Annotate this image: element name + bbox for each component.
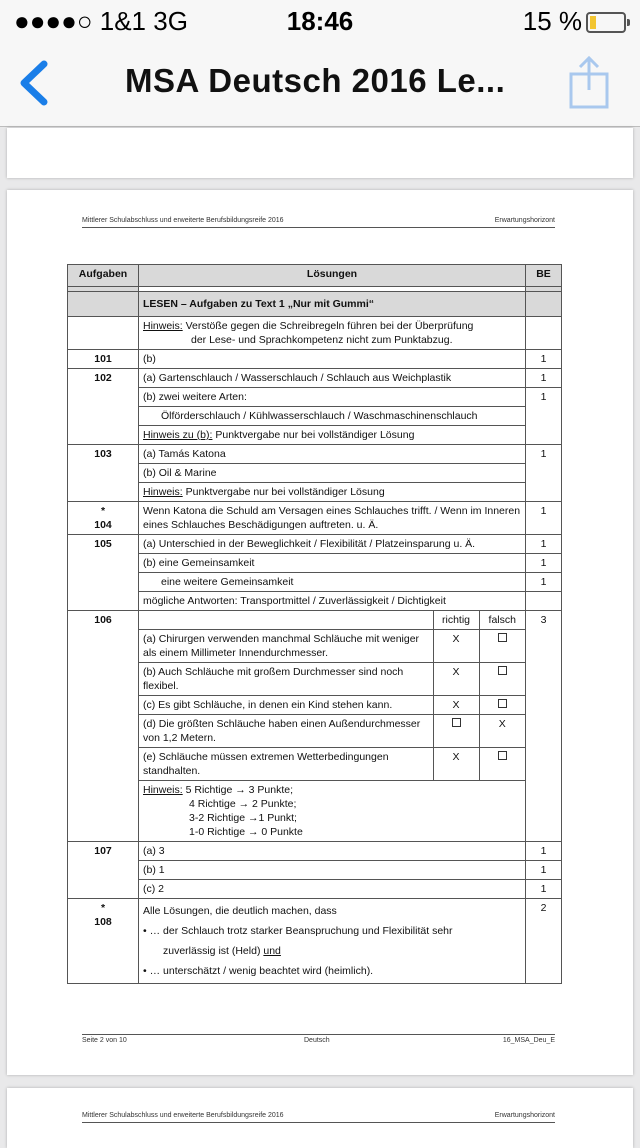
falsch-d: X [479,715,525,748]
footer-left: Seite 2 von 10 [82,1037,127,1044]
carrier-signal: ●●●●○ 1&1 3G [14,6,188,36]
previous-page [7,128,633,178]
battery-percent: 15 % [522,6,582,36]
footer-right: 16_MSA_Deu_E [502,1037,555,1044]
next-page [7,1088,633,1148]
page-title: MSA Deutsch 2016 Le... [125,62,506,99]
document-page [7,190,633,1075]
col-tasks: Aufgaben [68,265,139,287]
status-bar [0,0,640,40]
next-header-left: Mittlerer Schulabschluss und erweiterte Berufsbildungsreife 2016 [82,1112,284,1119]
doc-header-right: Erwartungshorizont [494,217,555,224]
footer-center: Deutsch [304,1037,330,1044]
richtig-b: X [433,663,479,696]
richtig-c: X [433,696,479,715]
richtig-a: X [433,630,479,663]
section-title: LESEN – Aufgaben zu Text 1 „Nur mit Gummi“ [139,292,526,317]
answer-table: Aufgaben Lösungen BE LESEN – Aufgaben zu Text 1 „Nur mit Gummi“ Hinweis: Verstöße gegen die Schreibregeln führen bei der Überprüfung der Lese- und Sprachkompetenz nicht zum Punktabzug. 101 (b) 1 102 (a) Gartenschlauch / Wasserschlauch / Schlauch aus Weichplastik 1 (b) zwei weitere Arten: 1 Ölförderschlauch / Kühlwasserschlauch / Waschmaschinenschlauch Hinweis zu (b): Punktvergabe nur bei vollständiger Lösung 103 (a) Tamás Katona 1 (b) Oil & Marine Hinweis: Punktvergabe nur bei vollständiger Lösung * 104 Wenn Katona die Schuld am Versagen eines Schlauches trifft. / Wenn im Inneren eines Schlauches Beschädigungen auftreten. u. Ä. 1 105 (a) Unterschied in der Beweglichkeit / Flexibilität / Platzeinsparung u. Ä. 1 (b) eine Gemeinsamkeit 1 eine weitere Gemeinsamkeit 1 mögliche Antworten: Transportmittel / Zuverlässigkeit / Dichtigkeit 106 richtig falsch (a) Chirurgen verwenden manchmal Schläuche mit weniger als einem Millimeter Innendurchmesser. X (b) Auch Schläuche mit großem Durchmesser sind noch flexibel. X (c) Es gibt Schläuche, in denen ein Kind stehen kann. X (d) Die größten Schläuche haben einen Außendurchmesser von 1,2 Metern. X (e) Schläuche müssen extremen Wetterbedingungen standhalten. X Hinweis: 5 Richtige → 3 Punkte; 4 Richtige → 2 Punkte; 3-2 Richtige →1 Punkt; 1-0 Richtige → 0 Punkte 3 107 (a) 3 1 (b) 1 1 (c) 2 1 * 108 Alle Lösungen, die deutlich machen, dass • … der Schlauch trotz starker Beanspruchung und Flexibilität sehr zuverlässig ist (Held) und • … unterschätzt / wenig beachtet wird (heimlich). 2 [67,264,562,984]
battery-icon [586,12,626,33]
nav-bar [0,40,640,127]
clock: 18:46 [286,6,354,36]
next-header-right: Erwartungshorizont [494,1112,555,1119]
statements-table: richtig falsch (a) Chirurgen verwenden manchmal Schläuche mit weniger als einem Millimeter Innendurchmesser. X (b) Auch Schläuche mit großem Durchmesser sind noch flexibel. X (c) Es gibt Schläuche, in denen ein Kind stehen kann. X (d) Die größten Schläuche haben einen Außendurchmesser von 1,2 Metern. X (e) Schläuche müssen extremen Wetterbedingungen standhalten. X Hinweis: 5 Richtige → 3 Punkte; 4 Richtige → 2 Punkte; 3-2 Richtige →1 Punkt; 1-0 Richtige → 0 Punkte [139,611,525,841]
back-chevron-icon[interactable] [14,58,58,108]
doc-header-left: Mittlerer Schulabschluss und erweiterte Berufsbildungsreife 2016 [82,217,284,224]
col-be: BE [526,265,562,287]
richtig-e: X [433,748,479,781]
share-icon[interactable] [568,54,610,110]
col-solutions: Lösungen [139,265,526,287]
